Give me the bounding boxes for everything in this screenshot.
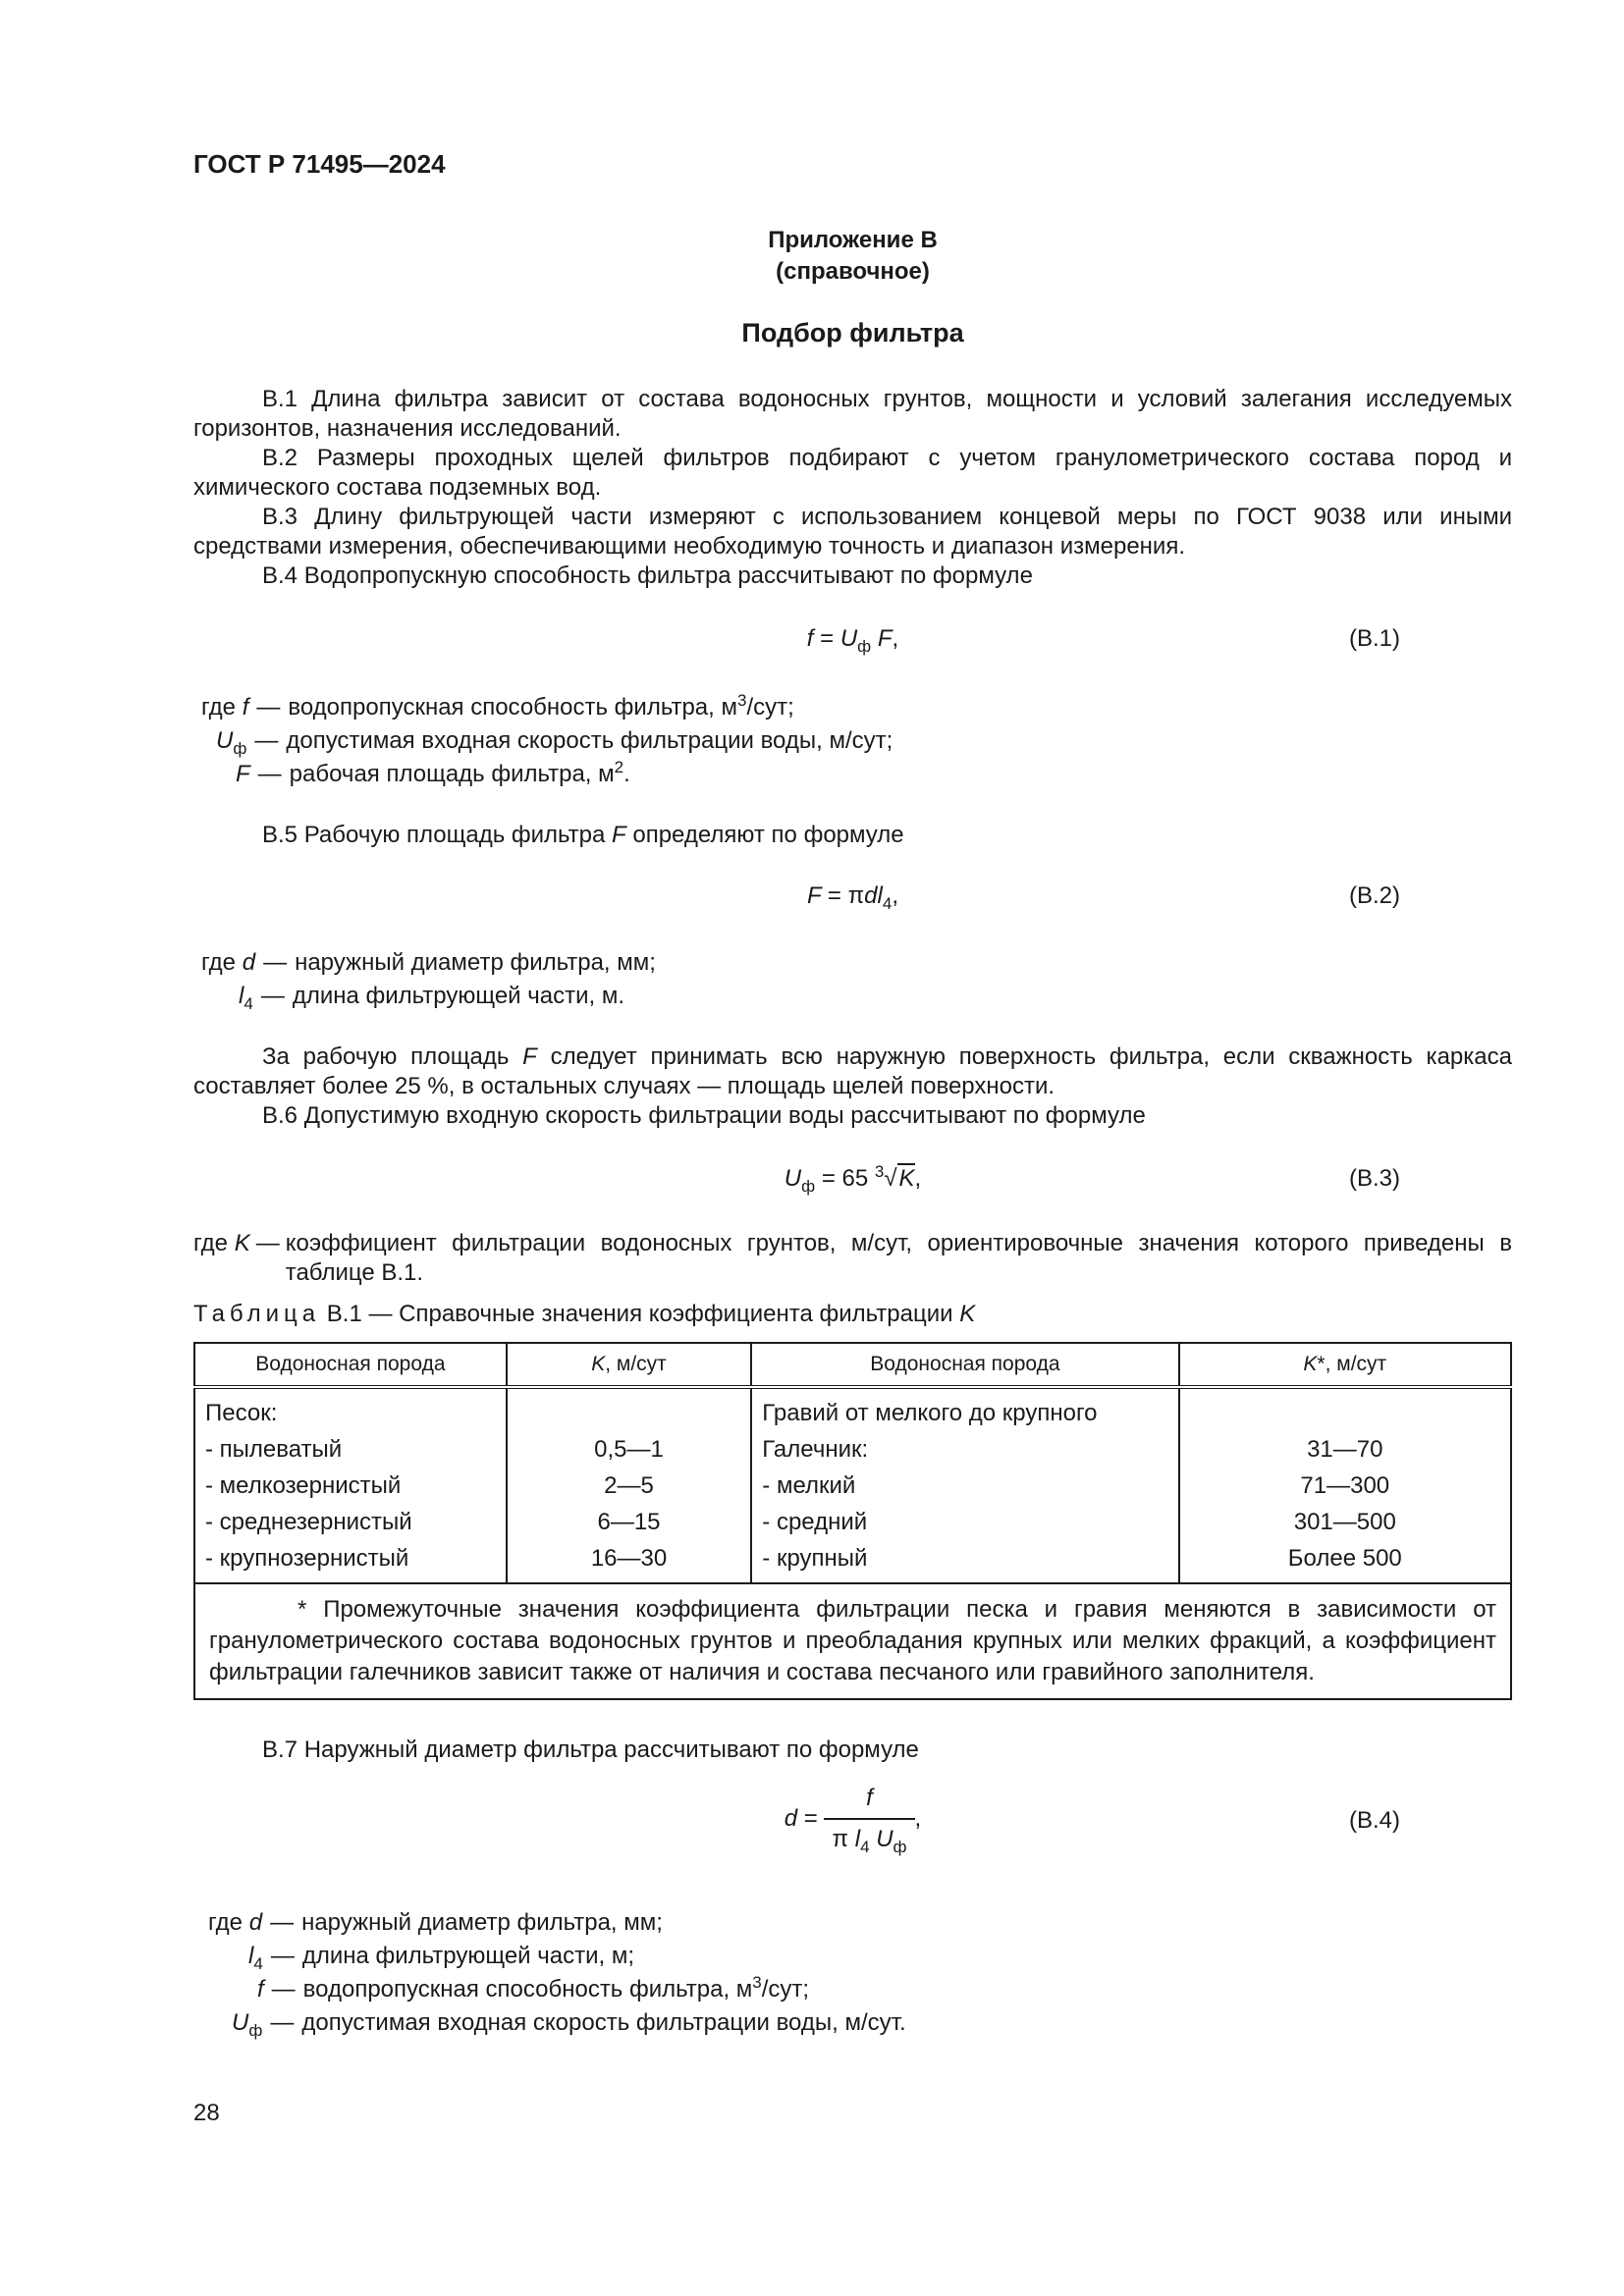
legend-f-2: f — водопропускная способность фильтра, $м^3$/сут; <box>257 1973 810 2002</box>
table-cell-left-values <box>507 1387 752 1583</box>
paragraph-b5: В.5 Рабочую площадь фильтра F определяют по формуле <box>262 822 904 848</box>
paragraph-b7: В.7 Наружный диаметр фильтра рассчитывают по формуле <box>262 1736 919 1763</box>
table-value: 6—15 <box>597 1509 661 1535</box>
table-row: - мелкий <box>762 1472 856 1499</box>
paragraph-b6: В.6 Допустимую входную скорость фильтрации воды рассчитывают по формуле <box>262 1102 1146 1129</box>
appendix-title: Приложение В <box>768 227 938 253</box>
paragraph-b4: В.4 Водопропускную способность фильтра рассчитывают по формуле <box>262 562 1033 589</box>
table-caption: Таблица В.1 — Справочные значения коэффициента фильтрации K <box>193 1301 976 1327</box>
formula-number-b3: (В.3) <box>1348 1165 1400 1192</box>
table-row: - среднезернистый <box>205 1509 412 1535</box>
table-cell-left-rocks <box>194 1387 507 1583</box>
table-value: Более 500 <box>1287 1545 1402 1572</box>
legend-l4-2: $l_4$ — длина фильтрующей части, м; <box>248 1943 635 1973</box>
table-value: 31—70 <box>1307 1436 1383 1463</box>
formula-number-b1: (В.1) <box>1348 625 1400 652</box>
filtration-coefficient-table <box>193 1342 1512 1700</box>
formula-b4: d = $\frac{f}{\pi l_4 U_ф}$ , (В.4) <box>193 1779 1512 1867</box>
legend-K: где K — коэффициент фильтрации водоносных грунтов, м/сут, ориентировочные значения которого приведены в таблице В.1. <box>193 1230 1512 1286</box>
cube-root: $^3$√K <box>874 1162 915 1192</box>
table-header-k-star: K*, м/сут <box>1179 1343 1511 1387</box>
paragraph-working-area: За рабочую площадь F следует принимать всю наружную поверхность фильтра, если скважность каркаса составляет более 25 %, в остальных случаях — площадь щелей поверхности. <box>193 1043 1512 1099</box>
table-value: 0,5—1 <box>594 1436 664 1463</box>
legend-F: F — рабочая площадь фильтра, $м^2$. <box>236 758 630 787</box>
table-header-k: K, м/сут <box>507 1343 752 1387</box>
table-value <box>1190 1395 1500 1431</box>
table-footnote: * Промежуточные значения коэффициента фильтрации песка и гравия меняются в зависимости от гранулометрического состава водоносных грунтов и преобладания крупных или мелких фракций, а коэффициент фильтрации галечников зависит также от наличия и состава песчаного или гравийного заполнителя. <box>194 1583 1511 1699</box>
table-row: - средний <box>762 1509 868 1535</box>
paragraph-b3: В.3 Длину фильтрующей части измеряют с использованием концевой меры по ГОСТ 9038 или иными средствами измерения, обеспечивающими необходимую точность и диапазон измерения. <box>193 504 1512 560</box>
legend-d-2: где d — наружный диаметр фильтра, мм; <box>208 1909 663 1936</box>
legend-f: где f — водопропускная способность фильтра, $м^3$/сут; <box>201 691 794 721</box>
table-value: 301—500 <box>1293 1509 1396 1535</box>
formula-b2: F = πdl$_4$, (В.2) <box>807 882 1400 913</box>
table-value: 16—30 <box>590 1545 668 1572</box>
table-cell-right-rocks <box>751 1387 1178 1583</box>
fraction: $\frac{f}{\pi l_4 U_ф}$ <box>824 1779 914 1859</box>
table-value <box>517 1395 741 1431</box>
legend-u: $U_ф$ — допустимая входная скорость фильтрации воды, м/сут; <box>216 727 893 758</box>
table-row: Галечник: <box>762 1436 869 1463</box>
table-row: - крупнозернистый <box>205 1545 409 1572</box>
table-row: - пылеватый <box>205 1436 343 1463</box>
table-row: - крупный <box>762 1545 868 1572</box>
paragraph-b1: В.1 Длина фильтра зависит от состава водоносных грунтов, мощности и условий залегания исследуемых горизонтов, назначения исследований. <box>193 386 1512 442</box>
appendix-subtitle: (справочное) <box>776 258 930 285</box>
table-value: 71—300 <box>1300 1472 1390 1499</box>
formula-number-b4: (В.4) <box>1348 1807 1400 1834</box>
legend-u-2: $U_ф$ — допустимая входная скорость фильтрации воды, м/сут. <box>232 2009 906 2040</box>
formula-b3: $U_ф = 65$ $^3$√K, (В.3) <box>784 1162 1400 1196</box>
table-row: Гравий от мелкого до крупного <box>762 1400 1098 1426</box>
table-header-rock: Водоносная порода <box>751 1343 1178 1387</box>
paragraph-b2: В.2 Размеры проходных щелей фильтров подбирают с учетом гранулометрического состава пород и химического состава подземных вод. <box>193 445 1512 501</box>
section-title: Подбор фильтра <box>741 318 964 347</box>
table-cell-right-values <box>1179 1387 1511 1583</box>
table-value: 2—5 <box>604 1472 654 1499</box>
table-header-rock: Водоносная порода <box>194 1343 507 1387</box>
page-number: 28 <box>193 2100 220 2126</box>
legend-d: где d — наружный диаметр фильтра, мм; <box>201 949 656 976</box>
legend-l4: $l_4$ — длина фильтрующей части, м. <box>239 983 625 1013</box>
document-code: ГОСТ Р 71495—2024 <box>193 149 446 179</box>
formula-b1: $f = U_ф$ F, (В.1) <box>806 625 1400 656</box>
table-row: Песок: <box>205 1400 278 1426</box>
table-row: - мелкозернистый <box>205 1472 402 1499</box>
formula-number-b2: (В.2) <box>1348 882 1400 909</box>
